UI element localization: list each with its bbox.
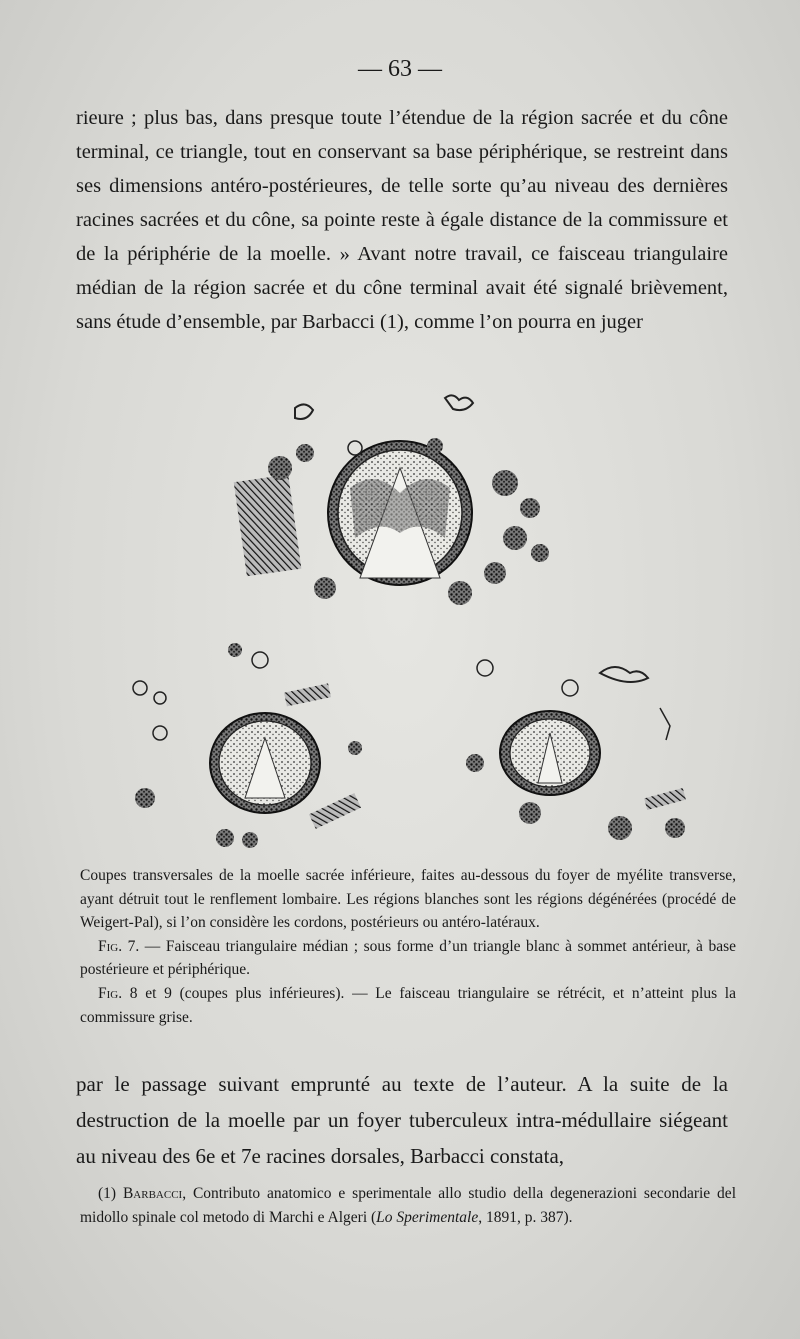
paragraph-top-text: rieure ; plus bas, dans presque toute l’étendue de la région sacrée et du cône terminal, ce triangle, tout en conservant sa base périphérique, se restreint dans ses dimensions antéro-postérieures, de telle sorte qu’au niveau des dernières racines sacrées et du cône, sa pointe reste à égale distance de la commissure et de la périphérie de la moelle. » Avant notre travail, ce faisceau triangulaire médian de la région sacrée et du cône terminal avait été signalé brièvement, sans étude d’ensemble, par Barbacci (1), comme l’on pourra en juger <box>76 107 728 333</box>
caption-fig89-text: et 9 (coupes plus inférieures). — Le faisceau triangulaire se rétrécit, et n’atteint plus la commissure grise. <box>80 984 736 1026</box>
footnote-journal: Lo Sperimentale <box>376 1208 479 1226</box>
spinal-cord-sections-figure <box>100 388 700 858</box>
paragraph-bottom-text: par le passage suivant emprunté au texte de l’auteur. A la suite de la destruction de la moelle par un foyer tuberculeux intra-médullaire siégeant au niveau des 6e et 7e racines dorsales, Barbacci constata, <box>76 1072 728 1168</box>
caption-intro: Coupes transversales de la moelle sacrée inférieure, faites au-dessous du foyer de myélite transverse, ayant détruit tout le renflement lombaire. Les régions blanches sont les régions dégénérées (procédé de Weigert-Pal), si l’on considère les cordons, postérieurs ou antéro-latéraux. <box>80 867 736 932</box>
paragraph-bottom <box>76 1066 728 1174</box>
page-number: — 63 — <box>358 56 442 82</box>
fig7-section <box>234 395 549 605</box>
fig8-section <box>133 643 362 848</box>
caption-fig89 <box>80 982 736 1029</box>
footnote-tail: , 1891, p. 387). <box>478 1208 573 1226</box>
fig9-section <box>466 660 686 840</box>
footnote <box>80 1182 736 1229</box>
footnote-text <box>80 1182 736 1229</box>
paragraph-top <box>76 101 728 339</box>
caption-fig89-label: Fig. 8 <box>98 984 138 1002</box>
footnote-author: Barbacci <box>122 1185 183 1202</box>
footnote-marker: (1) <box>98 1185 123 1202</box>
figure-caption <box>80 864 736 1029</box>
caption-fig7-label: Fig. 7. <box>98 937 140 955</box>
footnote-body: , Contributo anatomico e sperimentale allo studio della degenerazioni secondarie del midollo spinale col metodo di Marchi e Algeri ( <box>80 1185 736 1226</box>
caption-fig7 <box>80 935 736 982</box>
caption-fig7-text: — Faisceau triangulaire médian ; sous forme d’un triangle blanc à sommet antérieur, à base postérieure et périphérique. <box>80 937 736 979</box>
